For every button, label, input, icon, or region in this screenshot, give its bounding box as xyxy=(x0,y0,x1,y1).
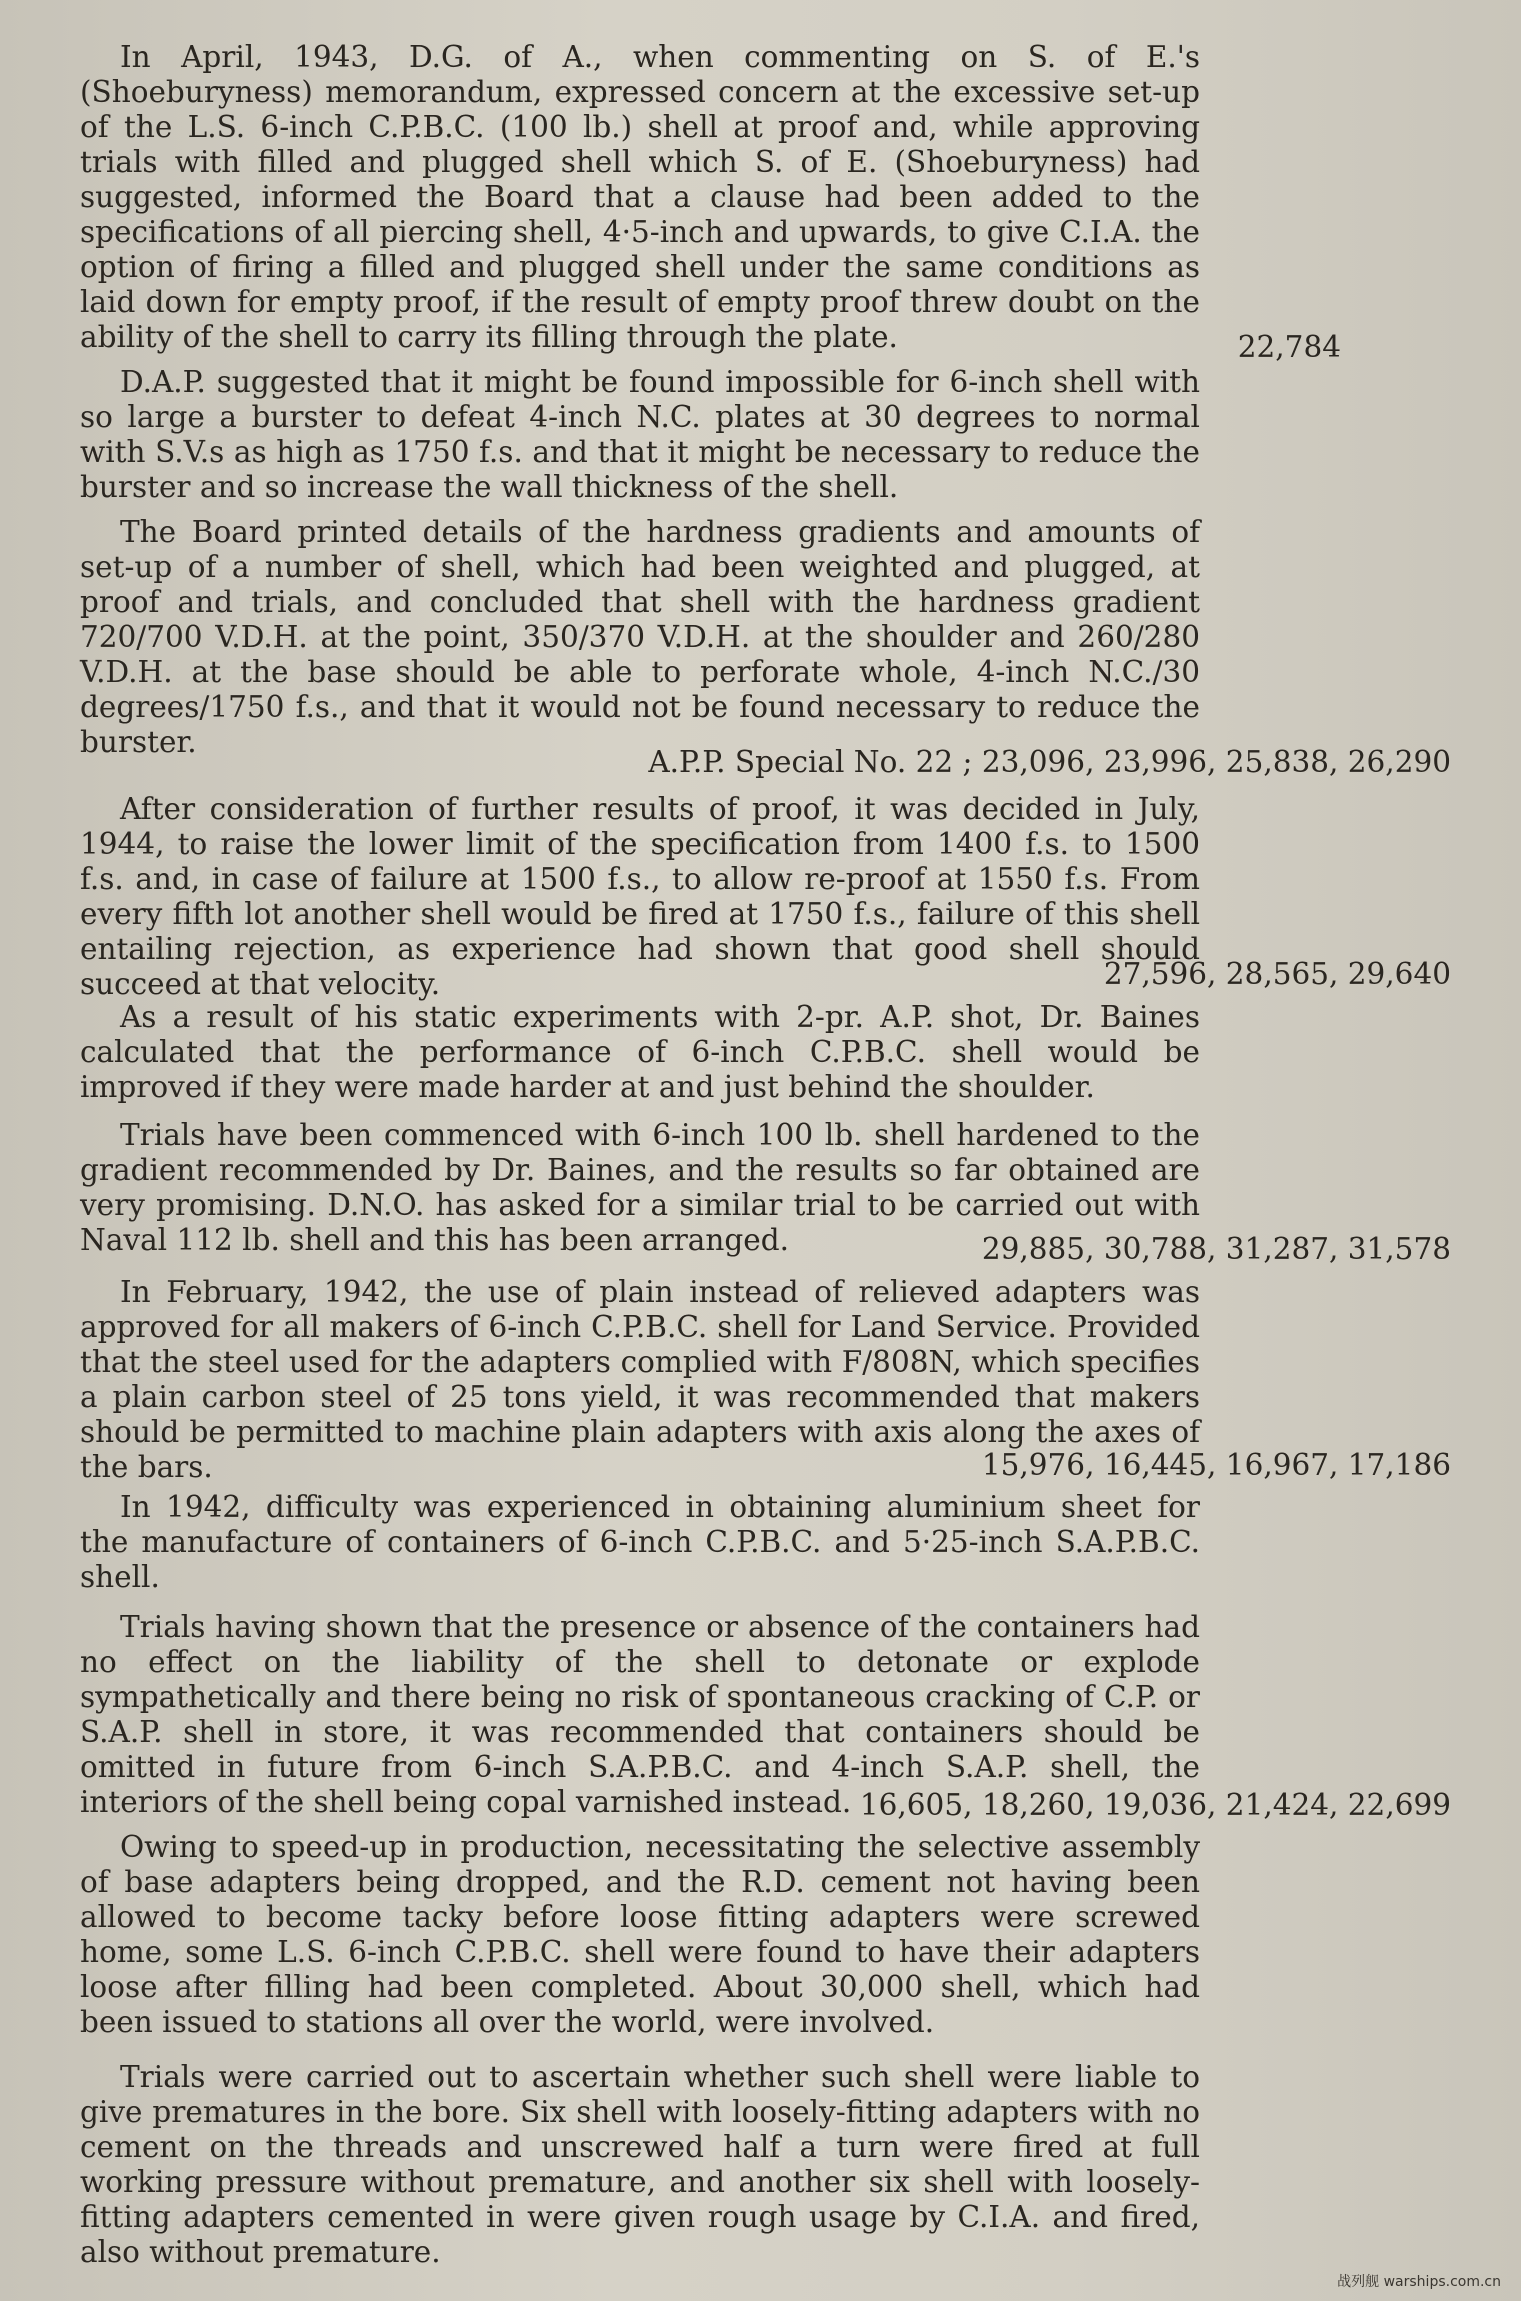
paragraph-7: In February, 1942, the use of plain instead of relieved adapters was approved for all makers of 6-inch C.P.B.C. shell for Land Service. Provided that the steel used for the adapters complied with F/808N, which specifies a plain carbon steel of 25 tons yield, it was recommended that makers should be permitted to machine plain adapters with axis along the axes of the bars. xyxy=(80,1275,1200,1484)
reference-6: 29,885, 30,788, 31,287, 31,578 xyxy=(981,1232,1451,1266)
watermark-footer: 战列舰 warships.com.cn xyxy=(1337,2274,1501,2290)
paragraph-9: Trials having shown that the presence or absence of the containers had no effect on the liability of the shell to detonate or explode sympathetically and there being no risk of spontaneous cracking of C.P. or S.A.P. shell in store, it was recommended that containers should be omitted in future from 6-inch S.A.P.B.C. and 4-inch S.A.P. shell, the interiors of the shell being copal varnished instead. xyxy=(80,1610,1200,1819)
paragraph-10: Owing to speed-up in production, necessitating the selective assembly of base adapters being dropped, and the R.D. cement not having been allowed to become tacky before loose fitting adapters were screwed home, some L.S. 6-inch C.P.B.C. shell were found to have their adapters loose after filling had been completed. About 30,000 shell, which had been issued to stations all over the world, were involved. xyxy=(80,1830,1200,2039)
paragraph-11: Trials were carried out to ascertain whether such shell were liable to give prematures in the bore. Six shell with loosely-fitting adapters with no cement on the threads and unscrewed half a turn were fired at full working pressure without premature, and another six shell with loosely-fitting adapters cemented in were given rough usage by C.I.A. and fired, also without premature. xyxy=(80,2060,1200,2269)
reference-9: 16,605, 18,260, 19,036, 21,424, 22,699 xyxy=(859,1788,1451,1822)
paragraph-1: In April, 1943, D.G. of A., when commenting on S. of E.'s (Shoeburyness) memorandum, expressed concern at the excessive set-up of the L.S. 6-inch C.P.B.C. (100 lb.) shell at proof and, while approving trials with filled and plugged shell which S. of E. (Shoeburyness) had suggested, informed the Board that a clause had been added to the specifications of all piercing shell, 4·5-inch and upwards, to give C.I.A. the option of firing a filled and plugged shell under the same conditions as laid down for empty proof, if the result of empty proof threw doubt on the ability of the shell to carry its filling through the plate. xyxy=(80,40,1200,354)
paragraph-6: Trials have been commenced with 6-inch 100 lb. shell hardened to the gradient recommended by Dr. Baines, and the results so far obtained are very promising. D.N.O. has asked for a similar trial to be carried out with Naval 112 lb. shell and this has been arranged. xyxy=(80,1118,1200,1257)
paragraph-8: In 1942, difficulty was experienced in obtaining aluminium sheet for the manufacture of containers of 6-inch C.P.B.C. and 5·25-inch S.A.P.B.C. shell. xyxy=(80,1490,1200,1594)
reference-4: 27,596, 28,565, 29,640 xyxy=(1103,957,1451,991)
reference-1: 22,784 xyxy=(1237,330,1341,364)
reference-3: A.P.P. Special No. 22 ; 23,096, 23,996, 25,838, 26,290 xyxy=(648,745,1451,779)
paragraph-2: D.A.P. suggested that it might be found impossible for 6-inch shell with so large a burster to defeat 4-inch N.C. plates at 30 degrees to normal with S.V.s as high as 1750 f.s. and that it might be necessary to reduce the burster and so increase the wall thickness of the shell. xyxy=(80,365,1200,504)
paragraph-3: The Board printed details of the hardness gradients and amounts of set-up of a number of shell, which had been weighted and plugged, at proof and trials, and concluded that shell with the hardness gradient 720/700 V.D.H. at the point, 350/370 V.D.H. at the shoulder and 260/280 V.D.H. at the base should be able to perforate whole, 4-inch N.C./30 degrees/1750 f.s., and that it would not be found necessary to reduce the burster. xyxy=(80,515,1200,759)
reference-7: 15,976, 16,445, 16,967, 17,186 xyxy=(981,1448,1451,1482)
paragraph-5: As a result of his static experiments with 2-pr. A.P. shot, Dr. Baines calculated that the performance of 6-inch C.P.B.C. shell would be improved if they were made harder at and just behind the shoulder. xyxy=(80,1000,1200,1104)
paragraph-4: After consideration of further results of proof, it was decided in July, 1944, to raise the lower limit of the specification from 1400 f.s. to 1500 f.s. and, in case of failure at 1500 f.s., to allow re-proof at 1550 f.s. From every fifth lot another shell would be fired at 1750 f.s., failure of this shell entailing rejection, as experience had shown that good shell should succeed at that velocity. xyxy=(80,792,1200,1001)
